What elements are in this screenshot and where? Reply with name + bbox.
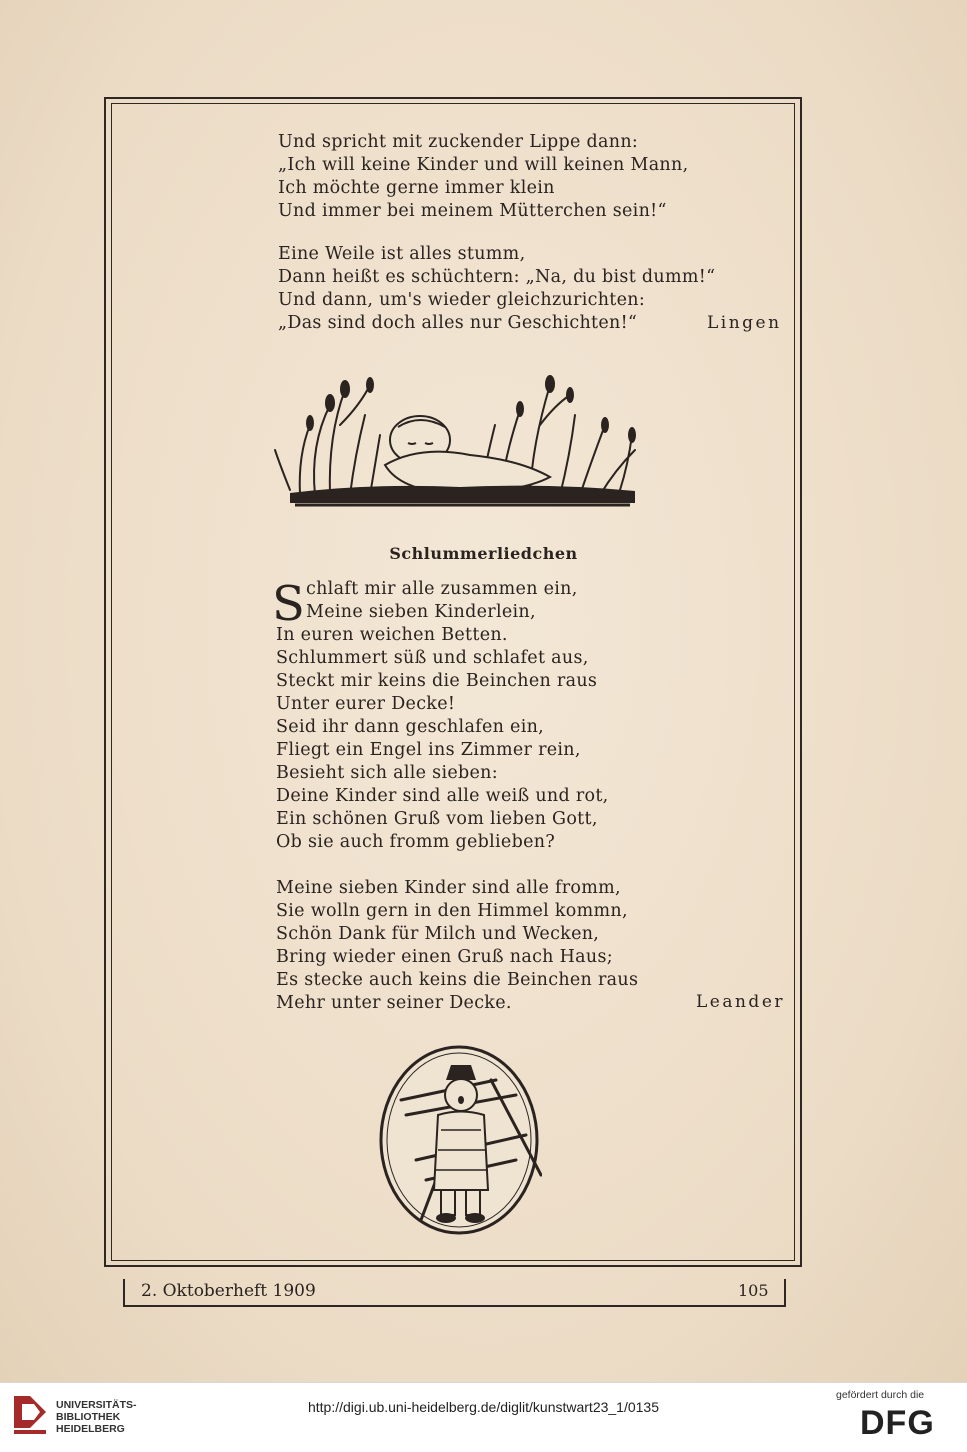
poem-line: Es stecke auch keins die Beinchen raus — [276, 970, 639, 990]
poem-line: Schön Dank für Milch und Wecken, — [276, 924, 600, 944]
poem-line: Und immer bei meinem Mütterchen sein!“ — [278, 201, 667, 221]
poem-line: Fliegt ein Engel ins Zimmer rein, — [276, 740, 581, 760]
poem-line: Bring wieder einen Gruß nach Haus; — [276, 947, 613, 967]
poem-line: Schlummert süß und schlafet aus, — [276, 648, 589, 668]
poem-line: Sie wolln gern in den Himmel kommn, — [276, 901, 628, 921]
permalink-url[interactable]: http://digi.ub.uni-heidelberg.de/diglit/kunstwart23_1/0135 — [307, 1399, 660, 1415]
poem-line: Ein schönen Gruß vom lieben Gott, — [276, 809, 598, 829]
poem-line: Eine Weile ist alles stumm, — [278, 244, 526, 264]
poem-line: „Ich will keine Kinder und will keinen Mann, — [278, 155, 689, 175]
bottom-bar — [0, 1382, 967, 1452]
poem-line: chlaft mir alle zusammen ein, — [306, 579, 578, 599]
poem-line: In euren weichen Betten. — [276, 625, 508, 645]
poem-line: Unter eurer Decke! — [276, 694, 456, 714]
poem-2-author: Leander — [696, 992, 786, 1012]
poem-line: Mehr unter seiner Decke. — [276, 993, 512, 1013]
page-number: 105 — [738, 1281, 769, 1300]
poem-line: Ob sie auch fromm geblieben? — [276, 832, 556, 852]
medallion-illustration — [376, 1040, 542, 1240]
dfg-logo: DFG — [860, 1404, 935, 1442]
poem-line: Deine Kinder sind alle weiß und rot, — [276, 786, 609, 806]
poem-1-author: Lingen — [707, 313, 782, 333]
poem-line: Und spricht mit zuckender Lippe dann: — [278, 132, 639, 152]
poem-line: „Das sind doch alles nur Geschichten!“ — [278, 313, 638, 333]
issue-label: 2. Oktoberheft 1909 — [141, 1281, 316, 1301]
poem-2-dropcap: S — [272, 576, 305, 632]
poem-line: Meine sieben Kinderlein, — [306, 602, 536, 622]
institution-name: UNIVERSITÄTS- BIBLIOTHEK HEIDELBERG — [56, 1399, 137, 1435]
poem-line: Meine sieben Kinder sind alle fromm, — [276, 878, 621, 898]
poem-2-title: Schlummerliedchen — [389, 544, 578, 563]
sleeping-child-illustration — [270, 365, 645, 515]
funding-caption: gefördert durch die — [836, 1389, 925, 1401]
poem-line: Dann heißt es schüchtern: „Na, du bist dumm!“ — [278, 267, 716, 287]
poem-line: Seid ihr dann geschlafen ein, — [276, 717, 545, 737]
poem-line: Steckt mir keins die Beinchen raus — [276, 671, 598, 691]
poem-line: Besieht sich alle sieben: — [276, 763, 498, 783]
poem-line: Und dann, um's wieder gleichzurichten: — [278, 290, 646, 310]
poem-line: Ich möchte gerne immer klein — [278, 178, 555, 198]
